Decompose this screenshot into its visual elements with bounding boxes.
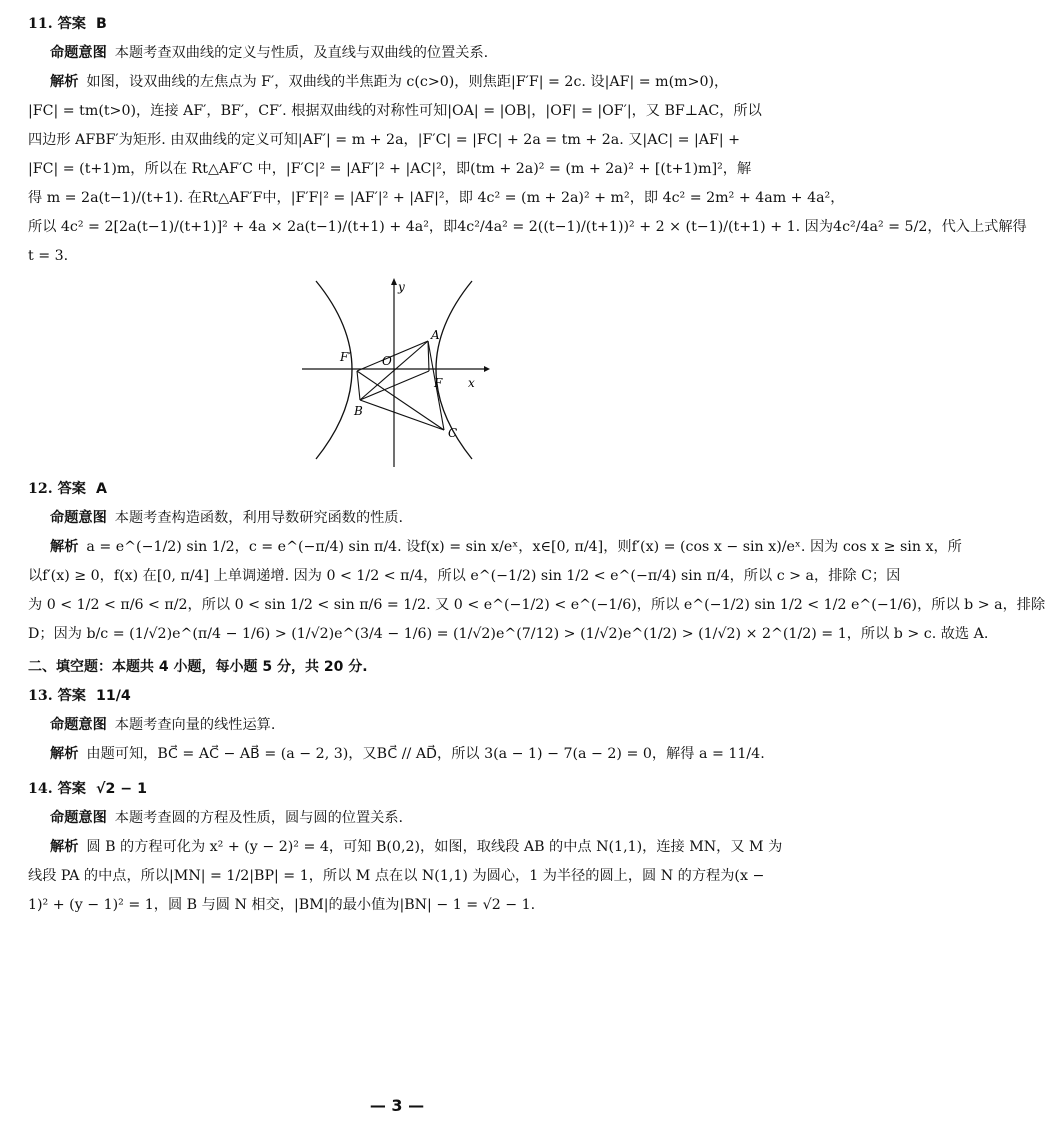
q14-analysis-line: 1)² + (y − 1)² = 1，圆 B 与圆 N 相交，|BM|的最小值为|BN| − 1 = √2 − 1. [28,897,536,913]
segment-f-prime-c [357,371,444,430]
q12-intent: 命题意图 本题考查构造函数，利用导数研究函数的性质. [50,510,404,526]
hyperbola-left-branch [316,281,352,459]
q12-analysis-line: 以f′(x) ≥ 0，f(x) 在[0, π/4] 上单调递增. 因为 0 < 1/2 < π/4，所以 e^(−1/2) sin 1/2 < e^(−π/4) sin π/4，所以 c > a，排除 C；因 [28,568,901,584]
b-label: B [354,404,363,418]
f-prime-label: F′ [340,350,352,364]
q11-analysis-line: t = 3. [28,248,69,264]
q11-analysis-line: 四边形 AFBF′为矩形. 由双曲线的定义可知|AF′| = m + 2a，|F′C| = |FC| + 2a = tm + 2a. 又|AC| = |AF| + [28,132,741,148]
q14-answer-value: √2 − 1 [96,781,147,797]
x-axis-label: x [468,376,475,390]
q12-analysis-line: 解析 a = e^(−1/2) sin 1/2，c = e^(−π/4) sin π/4. 设f(x) = sin x/eˣ，x∈[0, π/4]，则f′(x) = (cos x − sin x)/eˣ. 因为 cos x ≥ sin x，所 [50,539,962,555]
q11-intent: 命题意图 本题考查双曲线的定义与性质，及直线与双曲线的位置关系. [50,45,489,61]
q13-answer: 13. 答案 11/4 [28,688,131,704]
origin-label: O [382,354,392,368]
q12-analysis-line: D；因为 b/c = (1/√2)e^(π/4 − 1/6) > (1/√2)e^(3/4 − 1/6) = (1/√2)e^(7/12) > (1/√2)e^(1/2) > (1/√2) × 2^(1/2) = 1，所以 b > c. 故选 A. [28,626,989,642]
f-label: F [434,376,443,390]
q12-answer: 12. 答案 A [28,481,107,497]
q14-intent: 命题意图 本题考查圆的方程及性质，圆与圆的位置关系. [50,810,404,826]
q11-answer: 11. 答案 B [28,16,107,32]
q11-analysis-line: 得 m = 2a(t−1)/(t+1). 在Rt△AF′F中，|F′F|² = |AF′|² + |AF|²，即 4c² = (m + 2a)² + m²，即 4c² = 2m² + 4am + 4a²， [28,190,845,206]
q13-intent: 命题意图 本题考查向量的线性运算. [50,717,276,733]
q11-analysis-line: |FC| = tm(t>0)，连接 AF′，BF′，CF′. 根据双曲线的对称性可知|OA| = |OB|，|OF| = |OF′|，又 BF⊥AC，所以 [28,103,762,119]
segment-f-prime-a [357,341,428,371]
page-number: — 3 — [369,1096,425,1115]
q14-analysis-line: 线段 PA 的中点，所以|MN| = 1/2|BP| = 1，所以 M 点在以 N(1,1) 为圆心，1 为半径的圆上，圆 N 的方程为(x − [28,868,765,884]
q11-analysis-line: |FC| = (t+1)m，所以在 Rt△AF′C 中，|F′C|² = |AF′|² + |AC|²，即(tm + 2a)² = (m + 2a)² + [(t+1)m]²，解 [28,161,752,177]
q12-answer-value: A [96,481,107,497]
q11-analysis-line: 解析 如图，设双曲线的左焦点为 F′，双曲线的半焦距为 c(c>0)，则焦距|F′F| = 2c. 设|AF| = m(m>0)， [50,74,729,90]
q13-answer-value: 11/4 [96,688,131,704]
hyperbola-figure [302,277,492,467]
segment-b-c [360,400,444,430]
c-label: C [448,426,458,440]
q13-analysis-line: 解析 由题可知，BC⃗ = AC⃗ − AB⃗ = (a − 2, 3)，又BC⃗ // AD⃗，所以 3(a − 1) − 7(a − 2) = 0，解得 a = 11/4. [50,746,765,762]
x-axis-arrow [484,366,490,372]
q11-analysis-line: 所以 4c² = 2[2a(t−1)/(t+1)]² + 4a × 2a(t−1)/(t+1) + 4a²，即4c²/4a² = 2((t−1)/(t+1))² + 2 × (t−1)/(t+1) + 1. 因为4c²/4a² = 5/2，代入上式解得 [28,219,1027,235]
q12-analysis-line: 为 0 < 1/2 < π/6 < π/2，所以 0 < sin 1/2 < sin π/6 = 1/2. 又 0 < e^(−1/2) < e^(−1/6)，所以 e^(−1/2) sin 1/2 < 1/2 e^(−1/6)，所以 b > a，排除 [28,597,1045,613]
y-axis-label: y [398,280,405,294]
section-heading: 二、填空题：本题共 4 小题，每小题 5 分，共 20 分. [28,659,368,675]
a-label: A [431,328,440,342]
segment-b-f-prime [357,371,360,400]
y-axis-arrow [391,278,397,285]
q11-answer-value: B [96,16,107,32]
q14-answer: 14. 答案 √2 − 1 [28,781,147,797]
q14-analysis-line: 解析 圆 B 的方程可化为 x² + (y − 2)² = 4，可知 B(0,2)，如图，取线段 AB 的中点 N(1,1)，连接 MN，又 M 为 [50,839,783,855]
